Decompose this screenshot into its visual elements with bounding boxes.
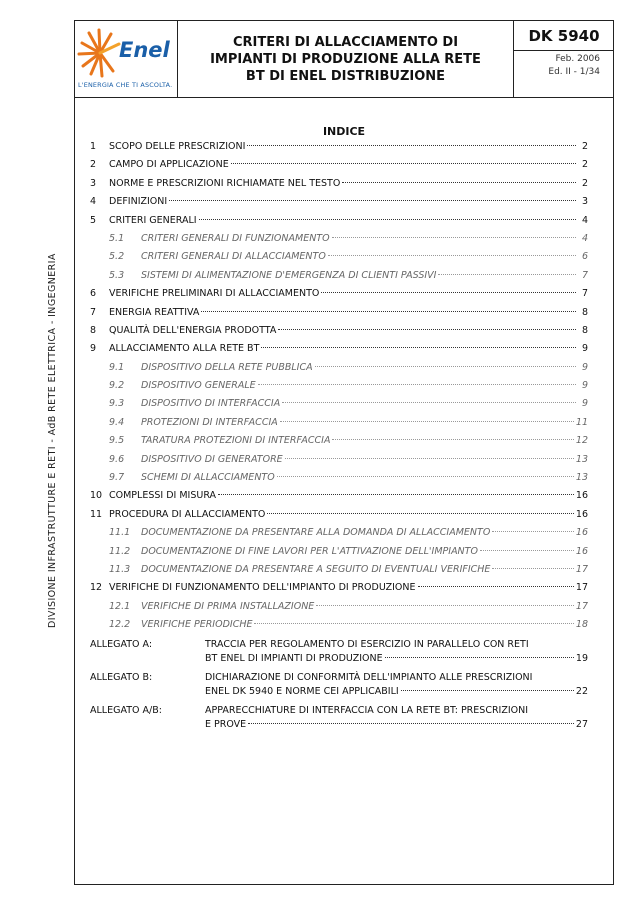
dot-leader [278,329,576,330]
toc-title: INDICE [322,125,366,138]
toc-entry[interactable] [90,579,588,597]
toc-entry-page: 17 [575,563,588,575]
attachment-label: ALLEGATO A/B: [90,704,162,716]
attachment-title-line2: BT ENEL DI IMPIANTI DI PRODUZIONE [205,652,383,664]
toc-entry[interactable] [90,543,588,561]
toc-attachments [90,638,588,732]
document-code-cell [514,21,614,97]
toc-entry-title: DISPOSITIVO DI INTERFACCIA [141,398,281,410]
toc-entry-page: 17 [575,600,588,612]
toc-entry-title: NORME E PRESCRIZIONI RICHIAMATE NEL TESTO [109,177,341,189]
toc-entry-number: 7 [90,306,97,318]
toc-entry-number: 11.2 [109,545,131,557]
dot-leader [267,513,574,514]
dot-leader [438,274,576,275]
toc-entry[interactable] [90,451,588,469]
toc-entry-number: 11 [90,508,103,520]
toc-entry[interactable] [90,175,588,193]
toc-entry-page: 2 [581,159,588,171]
attachment-body [205,704,588,732]
toc-entry-number: 8 [90,324,97,336]
toc-entry-title: DOCUMENTAZIONE DI FINE LAVORI PER L'ATTIVAZIONE DELL'IMPIANTO [141,545,478,557]
toc-entry-title: CAMPO DI APPLICAZIONE [109,159,229,171]
toc-entry-number: 5.1 [109,232,125,244]
attachment-title-line2-row [205,685,588,699]
toc-entry-page: 2 [581,177,588,189]
attachment-label: ALLEGATO B: [90,671,153,683]
attachment-title-line1: DICHIARAZIONE DI CONFORMITÀ DELL'IMPIANTO ALLE PRESCRIZIONI [205,671,533,683]
toc-entry-title: ALLACCIAMENTO ALLA RETE BT [109,343,260,355]
document-code: DK 5940 [514,21,614,51]
toc-entry[interactable] [90,267,588,285]
attachment-title-line1: TRACCIA PER REGOLAMENTO DI ESERCIZIO IN PARALLELO CON RETI [205,638,529,650]
toc-entry-title: VERIFICHE PRELIMINARI DI ALLACCIAMENTO [109,288,320,300]
toc-entry-number: 12.1 [109,600,131,612]
toc-entry-title: PROCEDURA DI ALLACCIAMENTO [109,508,266,520]
dot-leader [199,219,576,220]
toc-entry[interactable] [90,432,588,450]
toc-entry-page: 8 [581,306,588,318]
toc-entry-title: DISPOSITIVO DELLA RETE PUBBLICA [141,361,313,373]
table-of-contents [90,138,588,737]
toc-entry-page: 6 [581,251,588,263]
toc-entry-page: 16 [575,527,588,539]
toc-entry-title: SISTEMI DI ALIMENTAZIONE D'EMERGENZA DI CLIENTI PASSIVI [141,269,437,281]
toc-entry-number: 1 [90,141,97,152]
attachment-page: 27 [575,718,588,730]
toc-entry-page: 9 [581,361,588,373]
dot-leader [248,723,574,724]
toc-entry[interactable] [90,414,588,432]
enel-logo [75,21,178,97]
dot-leader [418,586,574,587]
enel-sun-icon [77,27,123,79]
toc-entry-page: 2 [581,141,588,152]
toc-entry-number: 5.2 [109,251,125,263]
attachment-title-line1: APPARECCHIATURE DI INTERFACCIA CON LA RETE BT: PRESCRIZIONI [205,704,529,716]
toc-entry-title: VERIFICHE PERIODICHE [141,619,253,631]
toc-entry-number: 9.3 [109,398,125,410]
toc-entry-number: 9.5 [109,435,125,447]
toc-entries [90,138,588,635]
toc-entry-title: SCOPO DELLE PRESCRIZIONI [109,141,246,152]
toc-entry-title: TARATURA PROTEZIONI DI INTERFACCIA [141,435,331,447]
toc-entry[interactable] [90,524,588,542]
dot-leader [328,255,576,256]
toc-entry[interactable] [90,248,588,266]
dot-leader [332,439,573,440]
toc-entry-number: 2 [90,159,97,171]
document-edition: Ed. II - 1/34 [548,67,600,77]
toc-entry-page: 4 [581,214,588,226]
dot-leader [492,531,574,532]
toc-entry-number: 11.3 [109,563,131,575]
dot-leader [280,421,574,422]
toc-entry-number: 12 [90,582,103,594]
dot-leader [169,200,576,201]
toc-entry[interactable] [90,506,588,524]
toc-entry-number: 9.6 [109,453,125,465]
toc-entry[interactable] [90,138,588,156]
toc-entry-page: 11 [575,416,588,428]
dot-leader [247,145,576,146]
toc-entry-title: COMPLESSI DI MISURA [109,490,217,502]
dot-leader [285,458,574,459]
dot-leader [258,384,576,385]
toc-entry-number: 9.4 [109,416,125,428]
toc-entry-title: VERIFICHE DI PRIMA INSTALLAZIONE [141,600,315,612]
toc-entry-title: DEFINIZIONI [109,196,168,208]
dot-leader [282,402,576,403]
dot-leader [254,623,573,624]
dot-leader [261,347,576,348]
side-division-label: DIVISIONE INFRASTRUTTURE E RETI - AdB RETE ELETTRICA - INGEGNERIA [47,253,58,628]
toc-entry-title: DISPOSITIVO GENERALE [141,380,256,392]
dot-leader [277,476,574,477]
toc-entry-title: DOCUMENTAZIONE DA PRESENTARE ALLA DOMANDA DI ALLACCIAMENTO [141,527,491,539]
attachment-label: ALLEGATO A: [90,638,153,650]
document-header [74,20,614,98]
toc-entry-page: 16 [575,490,588,502]
toc-entry[interactable] [90,230,588,248]
dot-leader [316,605,574,606]
toc-entry[interactable] [90,285,588,303]
toc-entry-page: 13 [575,453,588,465]
toc-entry-page: 18 [575,619,588,631]
toc-entry[interactable] [90,395,588,413]
toc-entry-title: SCHEMI DI ALLACCIAMENTO [141,472,275,484]
toc-entry-page: 16 [575,545,588,557]
brand-name: Enel [119,38,170,62]
toc-entry[interactable] [90,340,588,358]
toc-entry-title: CRITERI GENERALI [109,214,197,226]
toc-entry-number: 3 [90,177,97,189]
toc-entry-number: 9.1 [109,361,125,373]
toc-entry-number: 5 [90,214,97,226]
toc-entry-number: 5.3 [109,269,125,281]
dot-leader [401,690,574,691]
attachment-page: 22 [575,685,588,697]
toc-entry[interactable] [90,377,588,395]
toc-entry[interactable] [90,193,588,211]
toc-entry-title: CRITERI GENERALI DI ALLACCIAMENTO [141,251,326,263]
attachment-page: 19 [575,652,588,664]
toc-entry-title: ENERGIA REATTIVA [109,306,200,318]
toc-entry[interactable] [90,304,588,322]
attachment-title-line2: E PROVE [205,718,247,730]
toc-entry-title: VERIFICHE DI FUNZIONAMENTO DELL'IMPIANTO DI PRODUZIONE [109,582,416,594]
dot-leader [315,366,576,367]
toc-entry-page: 12 [575,435,588,447]
dot-leader [201,311,576,312]
attachment-body [205,671,588,699]
brand-tagline: L'ENERGIA CHE TI ASCOLTA. [78,81,173,89]
toc-entry-number: 4 [90,196,97,208]
toc-entry-page: 9 [581,343,588,355]
toc-entry-page: 9 [581,380,588,392]
toc-entry-number: 12.2 [109,619,131,631]
document-date: Feb. 2006 [555,54,600,64]
toc-entry-page: 16 [575,508,588,520]
attachment-title-line2: ENEL DK 5940 E NORME CEI APPLICABILI [205,685,399,697]
toc-entry-number: 10 [90,490,103,502]
toc-entry-page: 17 [575,582,588,594]
toc-entry-title: CRITERI GENERALI DI FUNZIONAMENTO [141,232,330,244]
toc-entry-title: QUALITÀ DELL'ENERGIA PRODOTTA [109,324,277,336]
toc-entry[interactable] [90,156,588,174]
toc-entry[interactable] [90,616,588,634]
toc-entry-page: 8 [581,324,588,336]
dot-leader [342,182,576,183]
dot-leader [231,163,576,164]
dot-leader [321,292,576,293]
attachment-title-line2-row [205,652,588,666]
toc-entry[interactable] [90,359,588,377]
toc-entry[interactable] [90,469,588,487]
toc-entry-page: 4 [581,232,588,244]
dot-leader [332,237,576,238]
toc-attachment[interactable] [90,704,588,732]
toc-entry-title: DOCUMENTAZIONE DA PRESENTARE A SEGUITO DI EVENTUALI VERIFICHE [141,563,491,575]
toc-entry-page: 9 [581,398,588,410]
toc-entry-number: 9.2 [109,380,125,392]
document-title-cell [178,21,514,97]
toc-entry[interactable] [90,598,588,616]
toc-entry-title: DISPOSITIVO DI GENERATORE [141,453,283,465]
toc-attachment[interactable] [90,671,588,699]
toc-entry-page: 7 [581,269,588,281]
attachment-title-line2-row [205,718,588,732]
toc-entry-page: 13 [575,472,588,484]
toc-entry-title: PROTEZIONI DI INTERFACCIA [141,416,278,428]
toc-entry-number: 9 [90,343,97,355]
toc-entry[interactable] [90,212,588,230]
toc-entry-number: 6 [90,288,97,300]
dot-leader [218,494,574,495]
toc-entry[interactable] [90,322,588,340]
dot-leader [492,568,573,569]
toc-entry-page: 7 [581,288,588,300]
dot-leader [385,657,574,658]
toc-entry-page: 3 [581,196,588,208]
attachment-body [205,638,588,666]
document-title: CRITERI DI ALLACCIAMENTO DI IMPIANTI DI PRODUZIONE ALLA RETE BT DI ENEL DISTRIBUZIONE [210,34,481,84]
toc-attachment[interactable] [90,638,588,666]
dot-leader [480,550,574,551]
toc-entry-number: 11.1 [109,527,131,539]
toc-entry[interactable] [90,561,588,579]
toc-entry-number: 9.7 [109,472,125,484]
toc-entry[interactable] [90,487,588,505]
